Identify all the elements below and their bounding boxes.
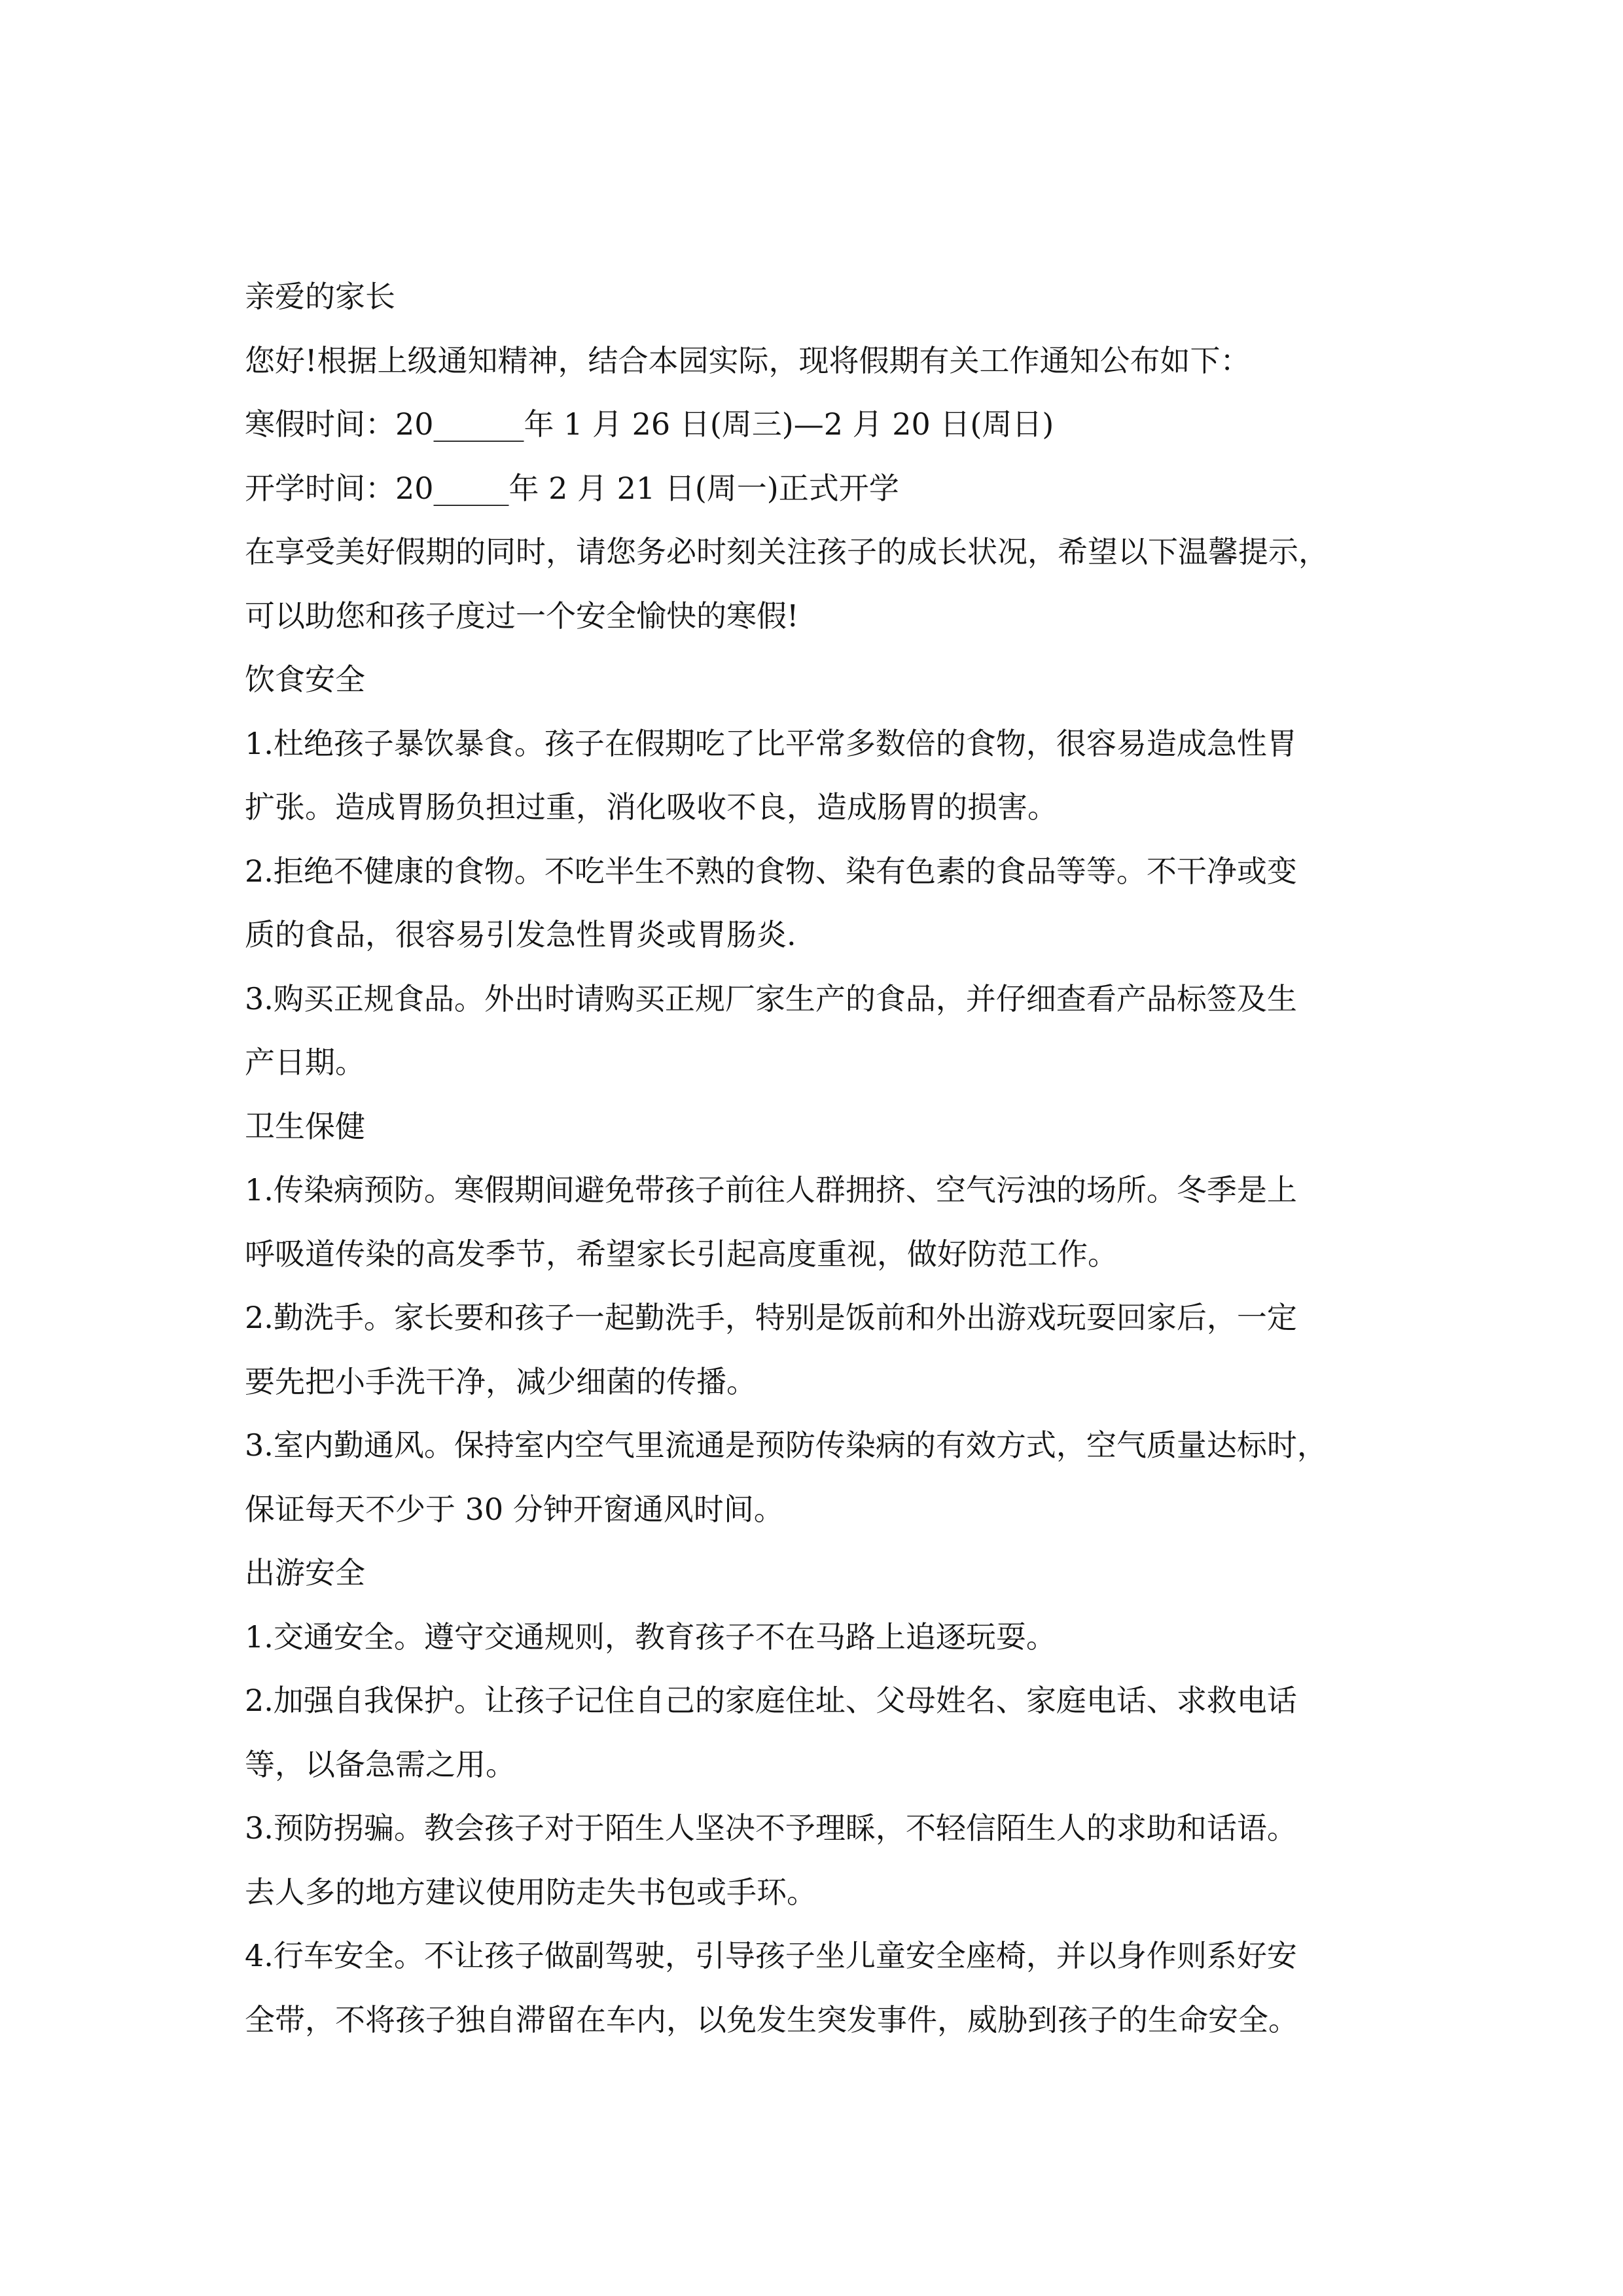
travel-item-4-line-2: 全带，不将孩子独自滞留在车内，以免发生突发事件，威胁到孩子的生命安全。 bbox=[245, 2001, 1298, 2037]
hygiene-item-2-line-1: 2.勤洗手。家长要和孩子一起勤洗手，特别是饭前和外出游戏玩耍回家后，一定 bbox=[245, 1300, 1297, 1335]
hygiene-item-1-line-1: 1.传染病预防。寒假期间避免带孩子前往人群拥挤、空气污浊的场所。冬季是上 bbox=[245, 1172, 1297, 1208]
winter-break-dates: 寒假时间：20______年 1 月 26 日(周三)—2 月 20 日(周日) bbox=[245, 406, 1054, 442]
section-heading-food-safety: 饮食安全 bbox=[245, 662, 365, 697]
food-item-3-line-2: 产日期。 bbox=[245, 1045, 365, 1080]
document-body bbox=[245, 265, 1397, 2052]
greeting: 亲爱的家长 bbox=[245, 279, 395, 314]
reminder-line-2: 可以助您和孩子度过一个安全愉快的寒假! bbox=[245, 598, 799, 634]
section-heading-hygiene: 卫生保健 bbox=[245, 1108, 365, 1144]
food-item-3-line-1: 3.购买正规食品。外出时请购买正规厂家生产的食品，并仔细查看产品标签及生 bbox=[245, 980, 1297, 1016]
travel-item-2-line-1: 2.加强自我保护。让孩子记住自己的家庭住址、父母姓名、家庭电话、求救电话 bbox=[245, 1683, 1297, 1718]
food-item-2-line-1: 2.拒绝不健康的食物。不吃半生不熟的食物、染有色素的食品等等。不干净或变 bbox=[245, 853, 1297, 889]
hygiene-item-3-line-2: 保证每天不少于 30 分钟开窗通风时间。 bbox=[245, 1491, 784, 1527]
food-item-1-line-1: 1.杜绝孩子暴饮暴食。孩子在假期吃了比平常多数倍的食物，很容易造成急性胃 bbox=[245, 725, 1297, 761]
travel-item-1: 1.交通安全。遵守交通规则，教育孩子不在马路上追逐玩耍。 bbox=[245, 1619, 1056, 1655]
hygiene-item-3-line-1: 3.室内勤通风。保持室内空气里流通是预防传染病的有效方式，空气质量达标时， bbox=[245, 1427, 1327, 1463]
hygiene-item-1-line-2: 呼吸道传染的高发季节，希望家长引起高度重视，做好防范工作。 bbox=[245, 1236, 1118, 1272]
travel-item-3-line-2: 去人多的地方建议使用防走失书包或手环。 bbox=[245, 1874, 817, 1910]
travel-item-3-line-1: 3.预防拐骗。教会孩子对于陌生人坚决不予理睬，不轻信陌生人的求助和话语。 bbox=[245, 1810, 1297, 1846]
food-item-1-line-2: 扩张。造成胃肠负担过重，消化吸收不良，造成肠胃的损害。 bbox=[245, 789, 1058, 825]
hygiene-item-2-line-2: 要先把小手洗干净，减少细菌的传播。 bbox=[245, 1363, 757, 1399]
intro-paragraph: 您好!根据上级通知精神，结合本园实际，现将假期有关工作通知公布如下： bbox=[245, 342, 1251, 378]
food-item-2-line-2: 质的食品，很容易引发急性胃炎或胃肠炎. bbox=[245, 917, 796, 952]
travel-item-2-line-2: 等，以备急需之用。 bbox=[245, 1746, 516, 1782]
travel-item-4-line-1: 4.行车安全。不让孩子做副驾驶，引导孩子坐儿童安全座椅，并以身作则系好安 bbox=[245, 1938, 1297, 1973]
section-heading-travel-safety: 出游安全 bbox=[245, 1555, 365, 1590]
reminder-line-1: 在享受美好假期的同时，请您务必时刻关注孩子的成长状况，希望以下温馨提示， bbox=[245, 534, 1329, 569]
school-start-date: 开学时间：20_____年 2 月 21 日(周一)正式开学 bbox=[245, 470, 899, 506]
